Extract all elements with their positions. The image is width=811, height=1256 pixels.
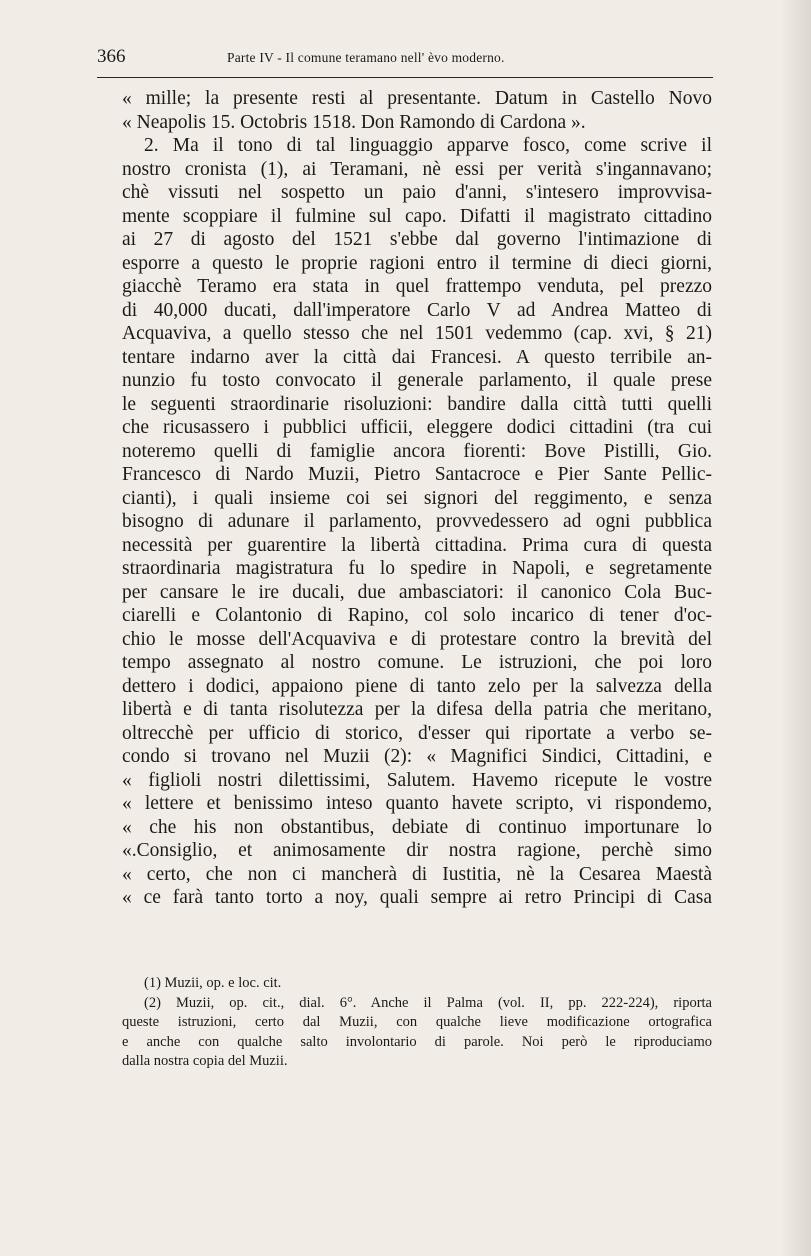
running-head: Parte IV - Il comune teramano nell' èvo moderno. xyxy=(227,50,505,65)
body-line: tempo assegnato al nostro comune. Le istruzioni, che poi loro xyxy=(122,652,712,673)
footnote-line: dalla nostra copia del Muzii. xyxy=(122,1053,288,1069)
body-text xyxy=(122,87,712,910)
body-line: oltrecchè per ufficio di storico, d'esser qui riportate a verbo se- xyxy=(122,722,712,744)
body-line: necessità per guarentire la libertà cittadina. Prima cura di questa xyxy=(122,534,712,556)
body-line: chè vissuti nel sospetto un paio d'anni, s'intesero improvvisa- xyxy=(122,182,712,203)
body-line: «.Consiglio, et animosamente dir nostra ragione, perchè simo xyxy=(122,840,712,861)
body-line: « lettere et benissimo inteso quanto havete scripto, vi rispondemo, xyxy=(122,793,712,814)
body-line: che ricusassero i pubblici ufficii, eleggere dodici cittadini (tra cui xyxy=(122,417,712,438)
footnote-line: (2) Muzii, op. cit., dial. 6°. Anche il Palma (vol. II, pp. 222-224), riporta xyxy=(144,994,712,1011)
body-line: Francesco di Nardo Muzii, Pietro Santacroce e Pier Sante Pellic- xyxy=(122,464,712,485)
body-line: Acquaviva, a quello stesso che nel 1501 vedemmo (cap. xvi, § 21) xyxy=(122,323,712,344)
body-line: di 40,000 ducati, dall'imperatore Carlo V ad Andrea Matteo di xyxy=(122,299,712,321)
body-line: straordinaria magistratura fu lo spedire in Napoli, e segretamente xyxy=(122,558,712,579)
body-line: « certo, che non ci mancherà di Iustitia, nè la Cesarea Maestà xyxy=(122,863,712,885)
body-line: ciarelli e Colantonio di Rapino, col solo incarico di tener d'oc- xyxy=(122,605,712,626)
body-line: ai 27 di agosto del 1521 s'ebbe dal governo l'intimazione di xyxy=(122,229,712,250)
footnotes xyxy=(122,974,712,1072)
page-header xyxy=(97,46,713,68)
body-line: dettero i dodici, appaiono piene di tanto zelo per la salvezza della xyxy=(122,675,712,697)
body-line: chio le mosse dell'Acquaviva e di protestare contro la brevità del xyxy=(122,628,712,650)
body-line: condo si trovano nel Muzii (2): « Magnifici Sindici, Cittadini, e xyxy=(122,746,712,767)
body-line: tentare indarno aver la città dai Francesi. A questo terribile an- xyxy=(122,346,712,368)
footnote-line: e anche con qualche salto involontario di parole. Noi però le riproduciamo xyxy=(122,1033,712,1050)
page-number: 366 xyxy=(97,46,126,67)
body-line: nostro cronista (1), ai Teramani, nè essi per verità s'ingannavano; xyxy=(122,158,712,180)
body-line: noteremo quelli di famiglie ancora fiorenti: Bove Pistilli, Gio. xyxy=(122,440,712,462)
page-edge-shadow xyxy=(781,0,811,1256)
body-line: mente scoppiare il fulmine sul capo. Difatti il magistrato cittadino xyxy=(122,205,712,227)
header-rule xyxy=(97,77,713,78)
body-line: per cansare le ire ducali, due ambasciatori: il canonico Cola Buc- xyxy=(122,581,712,603)
body-line: cianti), i quali insieme coi sei signori del reggimento, e senza xyxy=(122,487,712,509)
body-line: « figlioli nostri dilettissimi, Salutem. Havemo ricepute le vostre xyxy=(122,769,712,791)
body-line: 2. Ma il tono di tal linguaggio apparve fosco, come scrive il xyxy=(144,135,712,156)
body-line: « che his non obstantibus, debiate di continuo importunare lo xyxy=(122,816,712,838)
body-line: esporre a questo le proprie ragioni entro il termine di dieci giorni, xyxy=(122,252,712,274)
body-line: « mille; la presente resti al presentante. Datum in Castello Novo xyxy=(122,88,712,109)
footnote-line: queste istruzioni, certo dal Muzii, con qualche lieve modificazione ortografica xyxy=(122,1014,712,1030)
body-line: « Neapolis 15. Octobris 1518. Don Ramondo di Cardona ». xyxy=(122,111,586,133)
footnote-line: (1) Muzii, op. e loc. cit. xyxy=(144,975,282,991)
body-line: libertà e di tanta risolutezza per la difesa della patria che meritano, xyxy=(122,699,712,720)
body-line: « ce farà tanto torto a noy, quali sempre ai retro Principi di Casa xyxy=(122,887,712,908)
body-line: nunzio fu tosto convocato il generale parlamento, il quale prese xyxy=(122,370,712,391)
body-line: bisogno di adunare il parlamento, provvedessero ad ogni pubblica xyxy=(122,511,712,532)
body-line: le seguenti straordinarie risoluzioni: bandire dalla città tutti quelli xyxy=(122,393,712,415)
body-line: giacchè Teramo era stata in quel frattempo venduta, pel prezzo xyxy=(122,276,712,297)
